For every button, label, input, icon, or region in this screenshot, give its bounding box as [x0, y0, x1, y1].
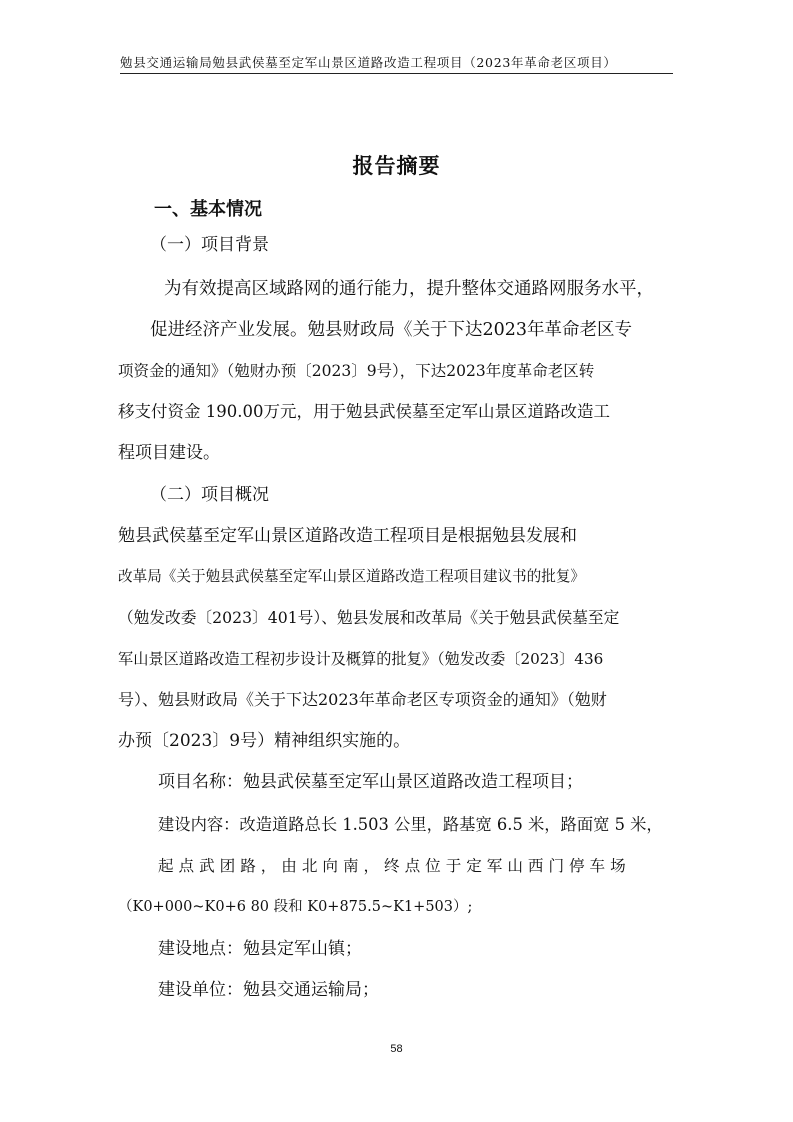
subsection-heading-background: （一）项目背景	[150, 235, 269, 255]
construction-content-line: 建设内容：改造道路总长 1.503 公里，路基宽 6.5 米，路面宽 5 米，	[158, 815, 663, 834]
construction-content-line: （K0+000~K0+6 80 段和 K0+875.5~K1+503）;	[118, 899, 473, 915]
report-title: 报告摘要	[352, 154, 441, 178]
paragraph-line: 勉县武侯墓至定军山景区道路改造工程项目是根据勉县发展和	[118, 526, 577, 546]
paragraph-line: 改革局《关于勉县武侯墓至定军山景区道路改造工程项目建议书的批复》	[118, 568, 586, 585]
construction-unit-line: 建设单位：勉县交通运输局；	[158, 980, 379, 1000]
paragraph-line: 军山景区道路改造工程初步设计及概算的批复》（勉发改委〔2023〕436	[118, 650, 604, 668]
paragraph-line: 项资金的通知》（勉财办预〔2023〕9号），下达2023年度革命老区转	[118, 362, 595, 380]
page-number: 58	[390, 1043, 403, 1055]
paragraph-line: 促进经济产业发展。勉县财政局《关于下达2023年革命老区专	[150, 320, 633, 340]
project-name-line: 项目名称：勉县武侯墓至定军山景区道路改造工程项目；	[158, 772, 583, 792]
section-heading-basic-info: 一、基本情况	[154, 199, 262, 220]
running-header: 勉县交通运输局勉县武侯墓至定军山景区道路改造工程项目（2023年革命老区项目）	[120, 54, 673, 74]
paragraph-line: 程项目建设。	[118, 443, 220, 463]
paragraph-line: （勉发改委〔2023〕401号）、勉县发展和改革局《关于勉县武侯墓至定	[118, 608, 620, 627]
paragraph-line: 办预〔2023〕9号）精神组织实施的。	[118, 731, 411, 751]
subsection-heading-overview: （二）项目概况	[150, 485, 269, 505]
paragraph-line: 移支付资金 190.00万元，用于勉县武侯墓至定军山景区道路改造工	[118, 402, 610, 421]
paragraph-line: 号）、勉县财政局《关于下达2023年革命老区专项资金的通知》（勉财	[118, 690, 607, 709]
paragraph-line: 为有效提高区域路网的通行能力，提升整体交通路网服务水平，	[164, 279, 654, 299]
construction-location-line: 建设地点：勉县定军山镇；	[158, 939, 362, 959]
construction-content-line: 起 点 武 团 路 ， 由 北 向 南 ， 终 点 位 于 定 军 山 西 门 停 车 场	[158, 857, 626, 875]
